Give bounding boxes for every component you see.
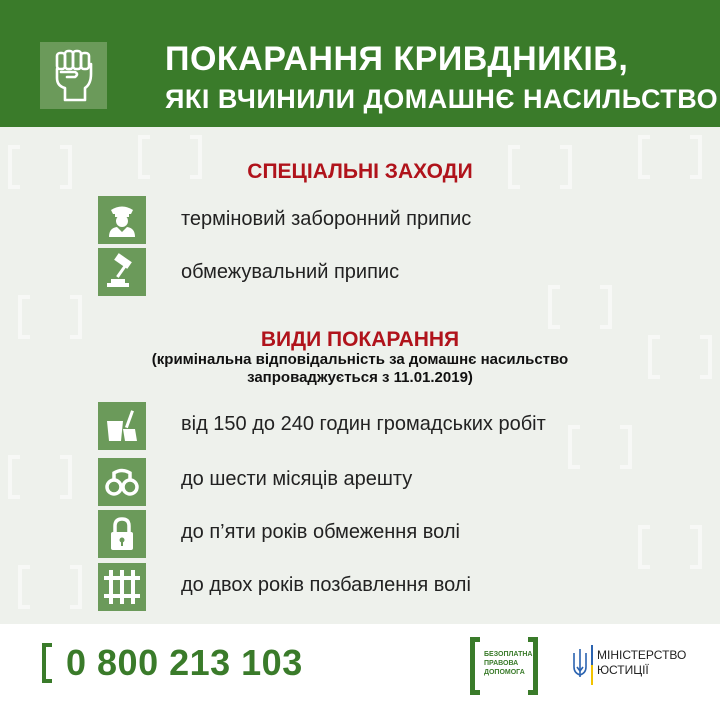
hotline[interactable] (42, 640, 303, 686)
punishments-title: ВИДИ ПОКАРАННЯ (260, 328, 460, 351)
broom-bucket-icon (98, 402, 146, 450)
punishment-item: до п’яти років обмеження волі (181, 521, 460, 543)
punishments-note-line2: запроваджується з 11.01.2019) (247, 369, 473, 386)
bracket-icon (470, 637, 480, 695)
page-title: ПОКАРАННЯ КРИВДНИКІВ, (165, 40, 629, 78)
special-measure-item: обмежувальний припис (181, 261, 400, 283)
gavel-icon (98, 248, 146, 296)
padlock-icon (98, 510, 146, 558)
punishments-note-line1: (кримінальна відповідальність за домашнє насильство (151, 351, 569, 368)
special-measures-title: СПЕЦІАЛЬНІ ЗАХОДИ (247, 160, 473, 183)
bracket-icon (528, 637, 538, 695)
hotline-number: 0 800 213 103 (66, 642, 303, 683)
prison-bars-icon (98, 563, 146, 611)
page-subtitle: ЯКІ ВЧИНИЛИ ДОМАШНЄ НАСИЛЬСТВО (165, 84, 719, 114)
punishment-item: до двох років позбавлення волі (181, 574, 471, 596)
ministry-name-line2: ЮСТИЦІЇ (597, 663, 649, 677)
punishment-item: від 150 до 240 годин громадських робіт (181, 413, 546, 435)
legal-aid-logo-line: ДОПОМОГА (484, 669, 525, 676)
ministry-logo (572, 645, 687, 685)
police-officer-icon (98, 196, 146, 244)
bracket-icon (42, 643, 52, 683)
handcuffs-icon (98, 458, 146, 506)
trident-icon (572, 647, 588, 681)
legal-aid-logo-line: БЕЗОПЛАТНА (484, 651, 533, 658)
legal-aid-logo (470, 637, 538, 695)
special-measure-item: терміновий заборонний припис (181, 208, 472, 230)
punishment-item: до шести місяців арешту (181, 468, 413, 490)
legal-aid-logo-line: ПРАВОВА (484, 660, 519, 667)
raised-fist-icon (40, 42, 107, 109)
ministry-name-line1: МІНІСТЕРСТВО (597, 648, 687, 662)
